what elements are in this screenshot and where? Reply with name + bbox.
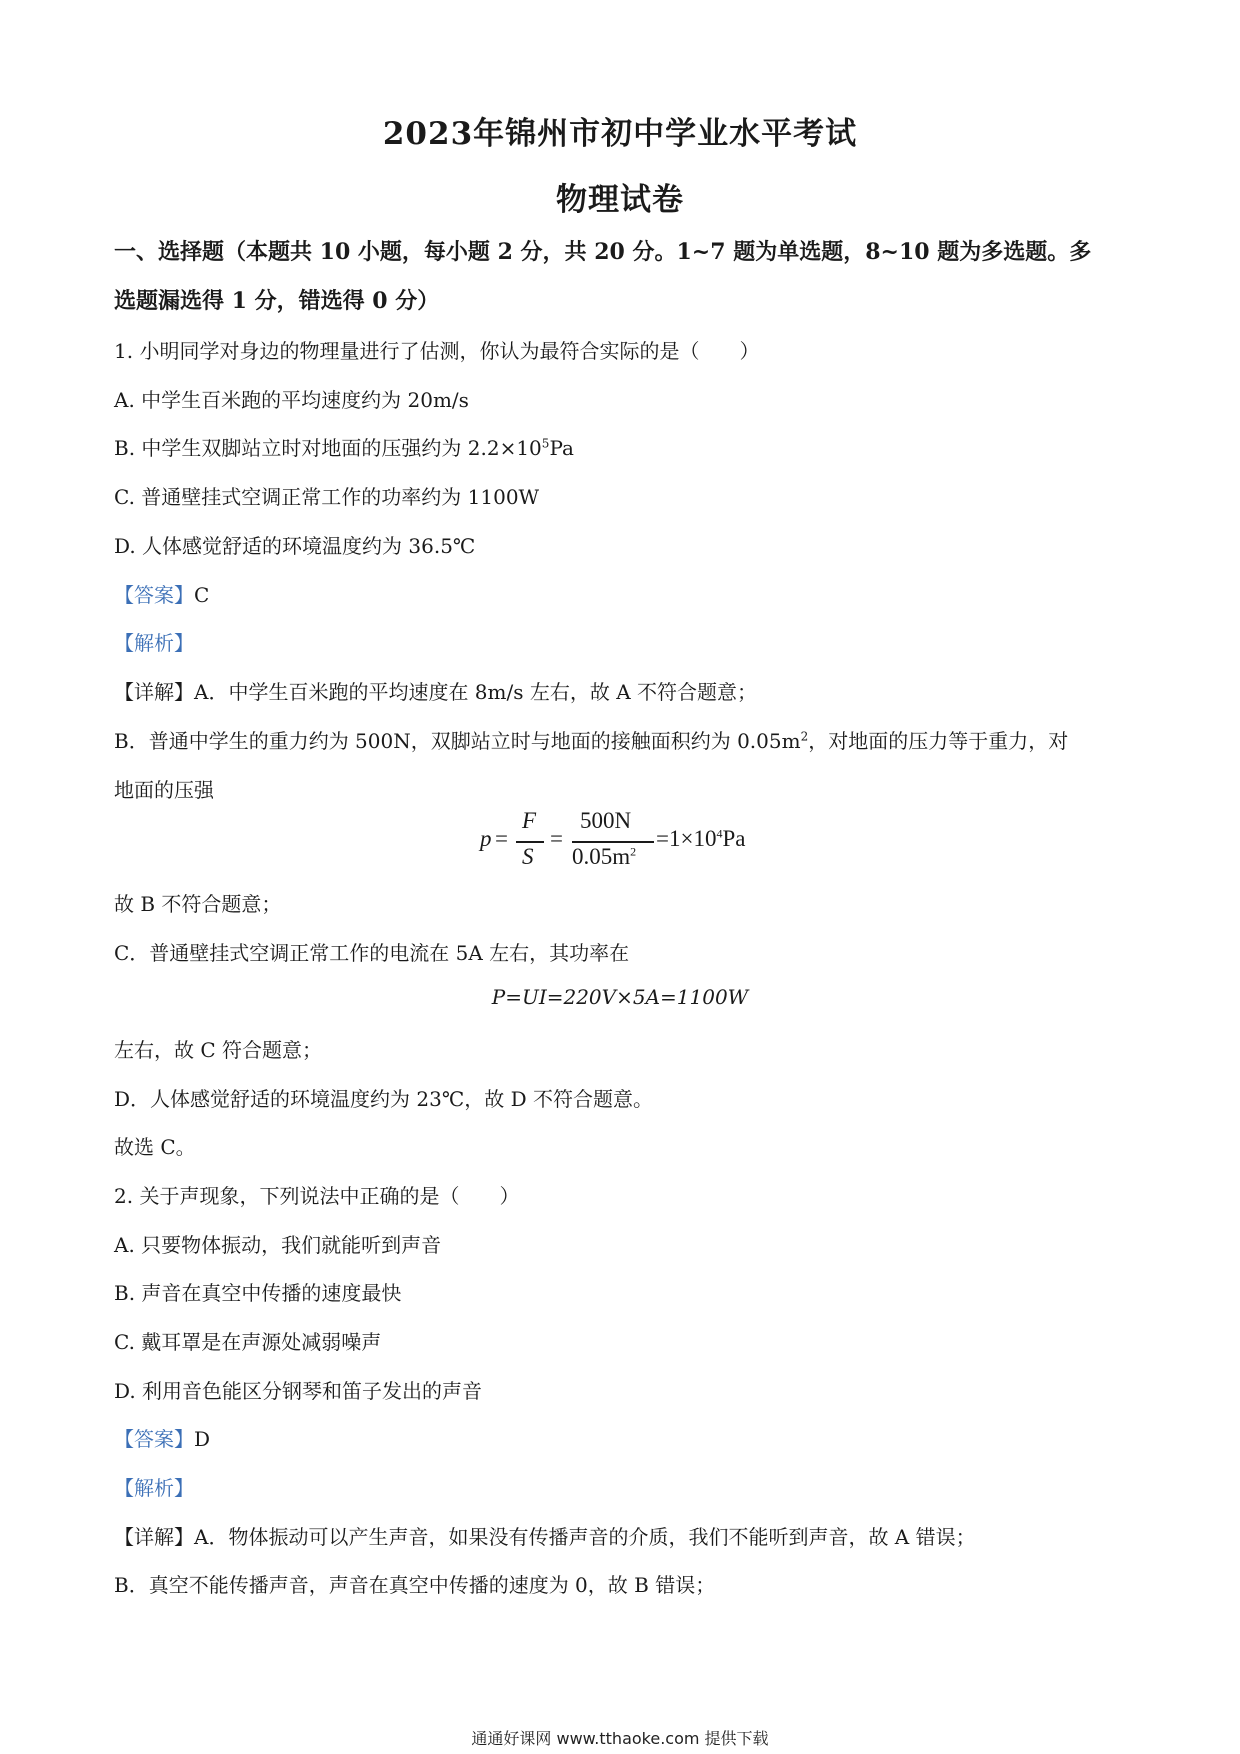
q2-option-b: B. 声音在真空中传播的速度最快 [114, 1281, 402, 1305]
q1-power-formula: P=UI=220V×5A=1100W [491, 985, 749, 1009]
q2-detail-a-text: A．物体振动可以产生声音，如果没有传播声音的介质，我们不能听到声音，故 A 错误； [194, 1525, 976, 1549]
q2-option-a: A. 只要物体振动，我们就能听到声音 [114, 1233, 442, 1257]
q1-option-a: A. 中学生百米跑的平均速度约为 20m/s [114, 388, 469, 412]
pressure-formula [480, 808, 780, 874]
detail-label: 【详解】 [114, 1525, 194, 1549]
answer-label: 【答案】 [114, 1427, 194, 1451]
formula-eq1: = [495, 826, 508, 851]
formula-unit: Pa [722, 826, 746, 851]
formula-numerator: 500N [580, 808, 632, 833]
q1-conclusion: 故选 C。 [114, 1135, 196, 1159]
q1-answer-value: C [194, 583, 210, 607]
q2-analysis-label: 【解析】 [114, 1476, 194, 1500]
formula-S: S [522, 844, 534, 869]
q2-detail-b: B．真空不能传播声音，声音在真空中传播的速度为 0，故 B 错误； [114, 1573, 716, 1597]
q1-detail-b1-rest: ，对地面的压力等于重力，对 [808, 729, 1069, 753]
q1-analysis-label: 【解析】 [114, 631, 194, 655]
q1-detail-b3: 故 B 不符合题意； [114, 892, 282, 916]
exam-subtitle: 物理试卷 [556, 182, 684, 218]
q1-option-c: C. 普通壁挂式空调正常工作的功率约为 1100W [114, 485, 540, 509]
formula-denominator [572, 844, 636, 870]
q1-option-d: D. 人体感觉舒适的环境温度约为 36.5℃ [114, 534, 476, 558]
q1-detail-a-text: A．中学生百米跑的平均速度在 8m/s 左右，故 A 不符合题意； [194, 680, 758, 704]
formula-result [656, 826, 745, 852]
q2-answer [114, 1423, 210, 1452]
formula-p: p [480, 826, 492, 851]
page-footer: 通通好课网 www.tthaoke.com 提供下载 [471, 1729, 769, 1748]
answer-label: 【答案】 [114, 583, 194, 607]
q1-stem: 1. 小明同学对身边的物理量进行了估测，你认为最符合实际的是（ ） [114, 339, 760, 363]
q1-detail-b1-text: B．普通中学生的重力约为 500N，双脚站立时与地面的接触面积约为 0.05m [114, 729, 801, 753]
fraction-line-2 [572, 841, 654, 843]
formula-den-text: 0.05m [572, 844, 631, 869]
q1-detail-b1 [114, 725, 1068, 754]
q2-option-c: C. 戴耳罩是在声源处减弱噪声 [114, 1330, 382, 1354]
q1-detail-c1: C．普通壁挂式空调正常工作的电流在 5A 左右，其功率在 [114, 941, 630, 965]
q1-detail-d: D．人体感觉舒适的环境温度约为 23℃，故 D 不符合题意。 [114, 1087, 653, 1111]
q1-option-b-text: B. 中学生双脚站立时对地面的压强约为 2.2×10 [114, 436, 542, 460]
exam-title: 2023年锦州市初中学业水平考试 [382, 116, 858, 152]
q1-detail-b1-exponent: 2 [800, 729, 809, 744]
section-heading-line1: 一、选择题（本题共 10 小题，每小题 2 分，共 20 分。1~7 题为单选题，8~10 题为多选题。多 [114, 239, 1092, 265]
formula-eq2: = [550, 826, 563, 851]
q1-option-b-exponent: 5 [541, 436, 550, 451]
q1-option-b-unit: Pa [549, 436, 574, 460]
q2-stem: 2. 关于声现象，下列说法中正确的是（ ） [114, 1184, 520, 1208]
q2-detail-a [114, 1521, 976, 1550]
q1-detail-a [114, 676, 757, 705]
fraction-line-1 [516, 841, 544, 843]
q2-answer-value: D [194, 1427, 211, 1451]
q1-detail-c2: 左右，故 C 符合题意； [114, 1038, 323, 1062]
q2-option-d: D. 利用音色能区分钢琴和笛子发出的声音 [114, 1379, 483, 1403]
detail-label: 【详解】 [114, 680, 194, 704]
q1-answer [114, 579, 209, 608]
formula-result-exponent: 4 [716, 826, 723, 841]
formula-den-exponent: 2 [630, 844, 637, 859]
formula-result-text: =1×10 [656, 826, 717, 851]
q1-option-b [114, 432, 574, 461]
formula-F: F [522, 808, 537, 833]
section-heading-line2: 选题漏选得 1 分，错选得 0 分） [114, 288, 440, 314]
q1-detail-b2: 地面的压强 [114, 778, 214, 802]
